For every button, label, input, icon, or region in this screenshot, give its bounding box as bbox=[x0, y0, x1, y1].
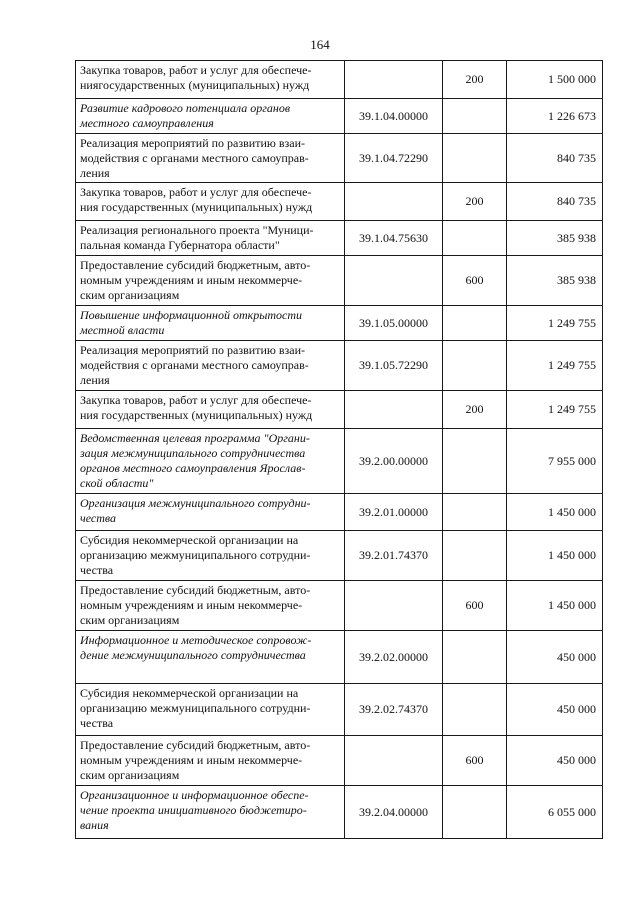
row-expense-type-cell bbox=[443, 306, 507, 341]
row-code-cell: 39.2.02.74370 bbox=[345, 684, 443, 736]
table-row bbox=[76, 531, 603, 581]
row-name-cell: Организационное и информационное обеспе- чение проекта инициативного бюджетиро- вания bbox=[76, 786, 345, 839]
table-row bbox=[76, 391, 603, 429]
row-expense-type-cell bbox=[443, 631, 507, 684]
row-code-cell: 39.2.02.00000 bbox=[345, 631, 443, 684]
row-name-cell: Субсидия некоммерческой организации на организацию межмуниципального сотрудни- чества bbox=[76, 684, 345, 736]
row-expense-type-cell: 600 bbox=[443, 736, 507, 786]
row-name-cell: Реализация регионального проекта "Муници- пальная команда Губернатора области" bbox=[76, 221, 345, 256]
row-amount-cell: 450 000 bbox=[507, 631, 603, 684]
table-row bbox=[76, 736, 603, 786]
row-name-cell: Предоставление субсидий бюджетным, авто- номным учреждениям и иным некоммерче- ским организациям bbox=[76, 256, 345, 306]
row-amount-cell: 1 249 755 bbox=[507, 391, 603, 429]
row-expense-type-cell: 200 bbox=[443, 61, 507, 99]
budget-table bbox=[75, 60, 603, 839]
row-amount-cell: 450 000 bbox=[507, 684, 603, 736]
row-amount-cell: 1 450 000 bbox=[507, 531, 603, 581]
row-code-cell: 39.2.04.00000 bbox=[345, 786, 443, 839]
row-amount-cell: 840 735 bbox=[507, 183, 603, 221]
row-expense-type-cell bbox=[443, 341, 507, 391]
row-expense-type-cell bbox=[443, 494, 507, 531]
row-code-cell bbox=[345, 736, 443, 786]
row-name-cell: Предоставление субсидий бюджетным, авто- номным учреждениям и иным некоммерче- ским организациям bbox=[76, 736, 345, 786]
row-name-cell: Закупка товаров, работ и услуг для обеспече- ния государственных (муниципальных) нужд bbox=[76, 391, 345, 429]
row-amount-cell: 385 938 bbox=[507, 256, 603, 306]
row-expense-type-cell: 200 bbox=[443, 391, 507, 429]
table-row bbox=[76, 183, 603, 221]
row-amount-cell: 450 000 bbox=[507, 736, 603, 786]
table-row bbox=[76, 99, 603, 134]
row-amount-cell: 7 955 000 bbox=[507, 429, 603, 494]
row-code-cell bbox=[345, 581, 443, 631]
row-name-cell: Реализация мероприятий по развитию взаи- модействия с органами местного самоуправ- ления bbox=[76, 341, 345, 391]
row-amount-cell: 385 938 bbox=[507, 221, 603, 256]
row-expense-type-cell bbox=[443, 134, 507, 183]
row-name-cell: Реализация мероприятий по развитию взаи- модействия с органами местного самоуправ- ления bbox=[76, 134, 345, 183]
table-row bbox=[76, 306, 603, 341]
row-expense-type-cell: 600 bbox=[443, 581, 507, 631]
row-amount-cell: 1 249 755 bbox=[507, 341, 603, 391]
row-code-cell: 39.2.00.00000 bbox=[345, 429, 443, 494]
row-code-cell bbox=[345, 61, 443, 99]
row-code-cell: 39.1.05.72290 bbox=[345, 341, 443, 391]
row-amount-cell: 1 249 755 bbox=[507, 306, 603, 341]
row-expense-type-cell bbox=[443, 531, 507, 581]
row-expense-type-cell bbox=[443, 99, 507, 134]
page-number: 164 bbox=[310, 37, 330, 52]
row-amount-cell: 1 226 673 bbox=[507, 99, 603, 134]
row-expense-type-cell bbox=[443, 684, 507, 736]
row-code-cell: 39.1.04.00000 bbox=[345, 99, 443, 134]
table-row bbox=[76, 684, 603, 736]
row-name-cell: Предоставление субсидий бюджетным, авто- номным учреждениям и иным некоммерче- ским организациям bbox=[76, 581, 345, 631]
row-code-cell bbox=[345, 391, 443, 429]
row-name-cell: Развитие кадрового потенциала органов местного самоуправления bbox=[76, 99, 345, 134]
row-code-cell: 39.2.01.00000 bbox=[345, 494, 443, 531]
table-row bbox=[76, 581, 603, 631]
row-amount-cell: 1 450 000 bbox=[507, 494, 603, 531]
row-code-cell: 39.1.04.75630 bbox=[345, 221, 443, 256]
row-code-cell bbox=[345, 256, 443, 306]
row-amount-cell: 6 055 000 bbox=[507, 786, 603, 839]
row-expense-type-cell bbox=[443, 786, 507, 839]
table-row bbox=[76, 494, 603, 531]
row-code-cell: 39.2.01.74370 bbox=[345, 531, 443, 581]
budget-table-body bbox=[76, 61, 603, 839]
row-code-cell bbox=[345, 183, 443, 221]
table-row bbox=[76, 429, 603, 494]
table-row bbox=[76, 786, 603, 839]
row-name-cell: Закупка товаров, работ и услуг для обеспече- ниягосударственных (муниципальных) нужд bbox=[76, 61, 345, 99]
row-expense-type-cell bbox=[443, 221, 507, 256]
row-name-cell: Информационное и методическое сопровож- дение межмуниципального сотрудничества bbox=[76, 631, 345, 684]
row-code-cell: 39.1.04.72290 bbox=[345, 134, 443, 183]
row-name-cell: Повышение информационной открытости местной власти bbox=[76, 306, 345, 341]
row-name-cell: Закупка товаров, работ и услуг для обеспече- ния государственных (муниципальных) нужд bbox=[76, 183, 345, 221]
table-row bbox=[76, 134, 603, 183]
row-name-cell: Организация межмуниципального сотрудни- чества bbox=[76, 494, 345, 531]
table-row bbox=[76, 61, 603, 99]
table-row bbox=[76, 341, 603, 391]
row-name-cell: Ведомственная целевая программа "Органи- зация межмуниципального сотрудничества органов местного самоуправления Ярослав- ской области" bbox=[76, 429, 345, 494]
row-amount-cell: 1 450 000 bbox=[507, 581, 603, 631]
row-amount-cell: 840 735 bbox=[507, 134, 603, 183]
row-expense-type-cell: 600 bbox=[443, 256, 507, 306]
row-name-cell: Субсидия некоммерческой организации на организацию межмуниципального сотрудни- чества bbox=[76, 531, 345, 581]
row-expense-type-cell: 200 bbox=[443, 183, 507, 221]
table-row bbox=[76, 221, 603, 256]
table-row bbox=[76, 256, 603, 306]
row-expense-type-cell bbox=[443, 429, 507, 494]
row-code-cell: 39.1.05.00000 bbox=[345, 306, 443, 341]
table-row bbox=[76, 631, 603, 684]
row-amount-cell: 1 500 000 bbox=[507, 61, 603, 99]
